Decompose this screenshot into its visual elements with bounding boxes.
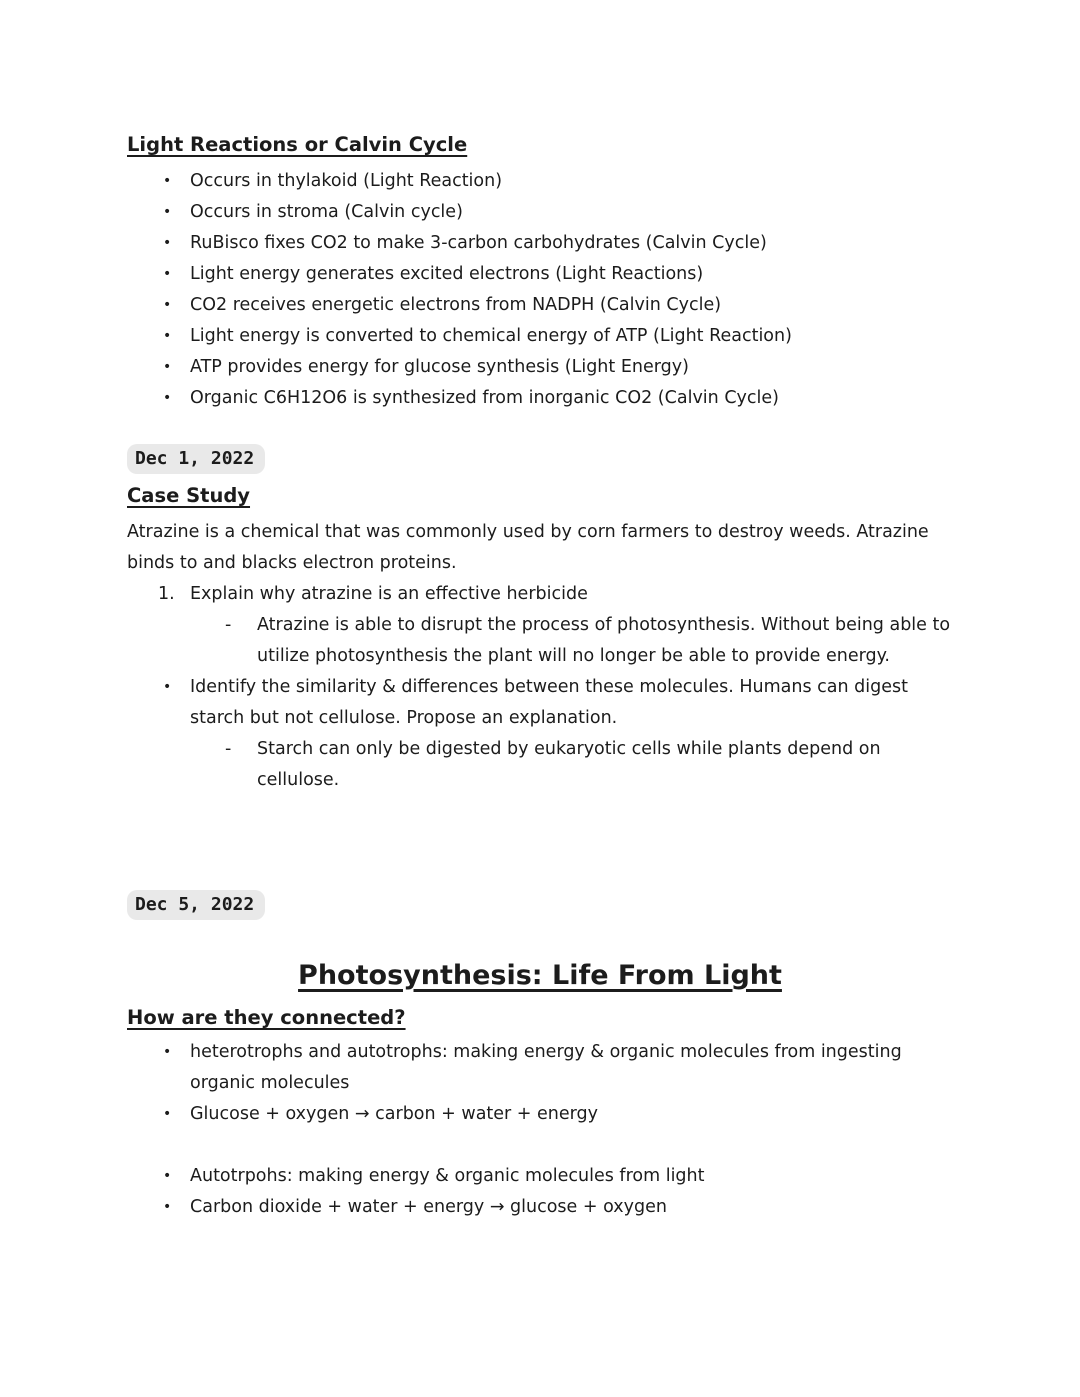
numbered-item-text: Explain why atrazine is an effective herbicide — [190, 584, 588, 604]
light-reactions-bullet-list — [127, 166, 953, 414]
dash-sub-item — [127, 610, 953, 672]
list-item-text: Light energy is converted to chemical energy of ATP (Light Reaction) — [190, 326, 792, 346]
page-title-photosynthesis: Photosynthesis: Life From Light — [298, 960, 782, 991]
list-item — [127, 166, 953, 197]
list-item-text: RuBisco fixes CO2 to make 3-carbon carbohydrates (Calvin Cycle) — [190, 233, 767, 253]
blank-line-spacer — [127, 1130, 953, 1161]
bullet-marker: • — [163, 204, 172, 220]
bullet-marker: • — [163, 297, 172, 313]
date-row-dec1 — [127, 444, 953, 474]
bullet-marker: • — [163, 1168, 172, 1184]
list-item — [127, 352, 953, 383]
list-item — [127, 197, 953, 228]
section-heading-light-reactions: Light Reactions or Calvin Cycle — [127, 133, 468, 156]
bullet-marker: • — [163, 1199, 172, 1215]
list-item-text: Identify the similarity & differences between these molecules. Humans can digest starch but not cellulose. Propose an explanation. — [190, 677, 908, 728]
list-item — [127, 1099, 953, 1130]
list-item-text: Organic C6H12O6 is synthesized from inorganic CO2 (Calvin Cycle) — [190, 388, 779, 408]
bullet-marker: • — [163, 1044, 172, 1060]
list-item-text: Autotrpohs: making energy & organic molecules from light — [190, 1166, 705, 1186]
list-item-text: Light energy generates excited electrons (Light Reactions) — [190, 264, 704, 284]
section-heading-case-study: Case Study — [127, 484, 251, 507]
list-item — [127, 228, 953, 259]
date-highlight-dec1: Dec 1, 2022 — [127, 444, 265, 474]
bullet-marker: • — [163, 328, 172, 344]
list-item-text: Occurs in thylakoid (Light Reaction) — [190, 171, 503, 191]
list-item-text: Occurs in stroma (Calvin cycle) — [190, 202, 463, 222]
list-item — [127, 672, 953, 734]
list-item — [127, 290, 953, 321]
dash-marker: - — [225, 615, 232, 635]
number-marker: 1. — [158, 584, 175, 604]
bullet-marker: • — [163, 1106, 172, 1122]
case-study-intro-paragraph: Atrazine is a chemical that was commonly used by corn farmers to destroy weeds. Atrazine binds to and blacks electron proteins. — [127, 522, 929, 573]
list-item — [127, 1161, 953, 1192]
bullet-marker: • — [163, 235, 172, 251]
bullet-marker: • — [163, 390, 172, 406]
list-item — [127, 1037, 953, 1099]
dash-sub-item — [127, 734, 953, 796]
list-item-text: CO2 receives energetic electrons from NADPH (Calvin Cycle) — [190, 295, 722, 315]
list-item-text: ATP provides energy for glucose synthesis (Light Energy) — [190, 357, 689, 377]
bullet-marker: • — [163, 173, 172, 189]
list-item-text: heterotrophs and autotrophs: making energy & organic molecules from ingesting organic molecules — [190, 1042, 902, 1093]
date-row-dec5 — [127, 890, 953, 920]
list-item-text: Carbon dioxide + water + energy → glucose + oxygen — [190, 1197, 667, 1217]
list-item — [127, 259, 953, 290]
dash-sub-item-text: Starch can only be digested by eukaryotic cells while plants depend on cellulose. — [257, 739, 881, 790]
list-item — [127, 321, 953, 352]
bullet-marker: • — [163, 359, 172, 375]
dash-marker: - — [225, 739, 232, 759]
bullet-marker: • — [163, 679, 172, 695]
bullet-marker: • — [163, 266, 172, 282]
list-item-text: Glucose + oxygen → carbon + water + energy — [190, 1104, 599, 1124]
dash-sub-item-text: Atrazine is able to disrupt the process of photosynthesis. Without being able to utilize photosynthesis the plant will no longer be able to provide energy. — [257, 615, 951, 666]
list-item — [127, 1192, 953, 1223]
date-highlight-dec5: Dec 5, 2022 — [127, 890, 265, 920]
section-heading-how-connected: How are they connected? — [127, 1006, 406, 1029]
numbered-list-item — [127, 579, 953, 610]
photosynthesis-bullet-list — [127, 1037, 953, 1223]
list-item — [127, 383, 953, 414]
